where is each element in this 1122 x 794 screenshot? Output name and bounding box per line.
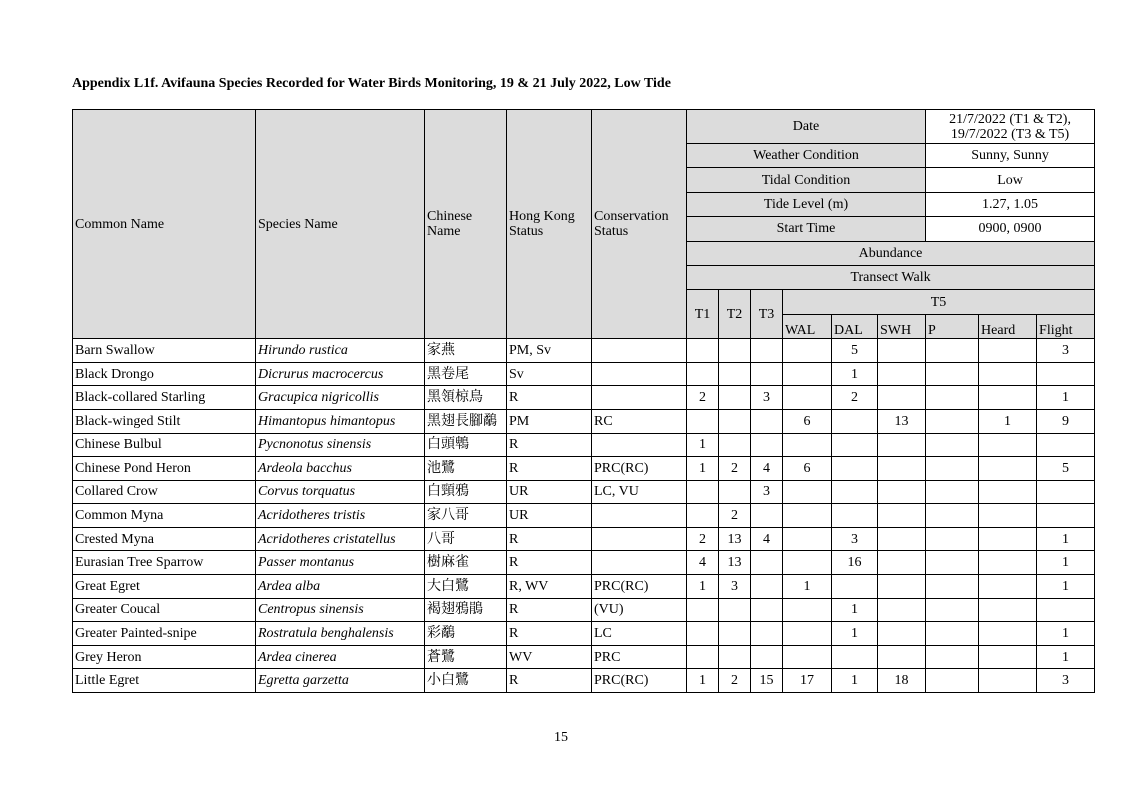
swh-count-cell bbox=[878, 622, 926, 646]
flight-count-cell bbox=[1037, 480, 1095, 504]
table-row bbox=[73, 527, 1095, 551]
heard-count-cell: 1 bbox=[979, 409, 1037, 433]
flight-count-cell: 5 bbox=[1037, 457, 1095, 481]
hk-status-cell: R bbox=[507, 622, 592, 646]
header-tidal-label: Tidal Condition bbox=[687, 168, 926, 192]
conservation-status-cell bbox=[592, 551, 687, 575]
p-count-cell bbox=[926, 362, 979, 386]
flight-count-cell bbox=[1037, 433, 1095, 457]
t1-count-cell bbox=[687, 362, 719, 386]
t2-count-cell bbox=[719, 386, 751, 410]
t1-count-cell bbox=[687, 409, 719, 433]
wal-count-cell bbox=[783, 645, 832, 669]
heard-count-cell bbox=[979, 598, 1037, 622]
conservation-status-cell: LC, VU bbox=[592, 480, 687, 504]
conservation-status-cell: PRC(RC) bbox=[592, 575, 687, 599]
flight-count-cell: 3 bbox=[1037, 669, 1095, 693]
heard-count-cell bbox=[979, 622, 1037, 646]
heard-count-cell bbox=[979, 339, 1037, 363]
common-name-cell: Common Myna bbox=[73, 504, 256, 528]
common-name-cell: Chinese Bulbul bbox=[73, 433, 256, 457]
dal-count-cell bbox=[832, 457, 878, 481]
header-heard: Heard bbox=[979, 314, 1037, 338]
header-t1: T1 bbox=[687, 290, 719, 339]
t2-count-cell bbox=[719, 339, 751, 363]
heard-count-cell bbox=[979, 433, 1037, 457]
common-name-cell: Eurasian Tree Sparrow bbox=[73, 551, 256, 575]
t2-count-cell bbox=[719, 409, 751, 433]
p-count-cell bbox=[926, 551, 979, 575]
heard-count-cell bbox=[979, 575, 1037, 599]
t3-count-cell bbox=[751, 504, 783, 528]
p-count-cell bbox=[926, 409, 979, 433]
table-row bbox=[73, 339, 1095, 363]
header-date-value: 21/7/2022 (T1 & T2), 19/7/2022 (T3 & T5) bbox=[926, 110, 1095, 144]
conservation-status-cell: PRC(RC) bbox=[592, 457, 687, 481]
t2-count-cell bbox=[719, 645, 751, 669]
swh-count-cell bbox=[878, 551, 926, 575]
header-weather-label: Weather Condition bbox=[687, 144, 926, 168]
flight-count-cell: 1 bbox=[1037, 386, 1095, 410]
p-count-cell bbox=[926, 669, 979, 693]
common-name-cell: Black-winged Stilt bbox=[73, 409, 256, 433]
chinese-name-cell: 彩鷸 bbox=[425, 622, 507, 646]
conservation-status-cell bbox=[592, 527, 687, 551]
appendix-title: Appendix L1f. Avifauna Species Recorded for Water Birds Monitoring, 19 & 21 July 2022, Low Tide bbox=[72, 76, 671, 91]
dal-count-cell: 16 bbox=[832, 551, 878, 575]
hk-status-cell: R bbox=[507, 433, 592, 457]
species-name-cell: Corvus torquatus bbox=[256, 480, 425, 504]
hk-status-cell: R, WV bbox=[507, 575, 592, 599]
table-row bbox=[73, 622, 1095, 646]
conservation-status-cell: LC bbox=[592, 622, 687, 646]
dal-count-cell: 5 bbox=[832, 339, 878, 363]
hk-status-cell: R bbox=[507, 598, 592, 622]
t2-count-cell bbox=[719, 362, 751, 386]
conservation-status-cell: (VU) bbox=[592, 598, 687, 622]
header-flight: Flight bbox=[1037, 314, 1095, 338]
swh-count-cell bbox=[878, 575, 926, 599]
heard-count-cell bbox=[979, 362, 1037, 386]
swh-count-cell bbox=[878, 339, 926, 363]
dal-count-cell bbox=[832, 504, 878, 528]
chinese-name-cell: 蒼鷺 bbox=[425, 645, 507, 669]
header-date-label: Date bbox=[687, 110, 926, 144]
t2-count-cell: 2 bbox=[719, 504, 751, 528]
t2-count-cell: 3 bbox=[719, 575, 751, 599]
species-name-cell: Himantopus himantopus bbox=[256, 409, 425, 433]
wal-count-cell bbox=[783, 362, 832, 386]
table-row bbox=[73, 457, 1095, 481]
flight-count-cell: 1 bbox=[1037, 551, 1095, 575]
t3-count-cell bbox=[751, 551, 783, 575]
table-row bbox=[73, 409, 1095, 433]
common-name-cell: Greater Coucal bbox=[73, 598, 256, 622]
wal-count-cell bbox=[783, 339, 832, 363]
species-name-cell: Acridotheres tristis bbox=[256, 504, 425, 528]
wal-count-cell: 17 bbox=[783, 669, 832, 693]
dal-count-cell: 1 bbox=[832, 622, 878, 646]
t2-count-cell bbox=[719, 598, 751, 622]
header-p: P bbox=[926, 314, 979, 338]
common-name-cell: Collared Crow bbox=[73, 480, 256, 504]
header-weather-value: Sunny, Sunny bbox=[926, 144, 1095, 168]
swh-count-cell bbox=[878, 480, 926, 504]
header-start-time-value: 0900, 0900 bbox=[926, 217, 1095, 241]
t1-count-cell bbox=[687, 339, 719, 363]
chinese-name-cell: 八哥 bbox=[425, 527, 507, 551]
header-t2: T2 bbox=[719, 290, 751, 339]
chinese-name-cell: 大白鷺 bbox=[425, 575, 507, 599]
hk-status-cell: R bbox=[507, 457, 592, 481]
t3-count-cell: 3 bbox=[751, 480, 783, 504]
header-abundance: Abundance bbox=[687, 241, 1095, 265]
p-count-cell bbox=[926, 504, 979, 528]
flight-count-cell: 9 bbox=[1037, 409, 1095, 433]
conservation-status-cell bbox=[592, 433, 687, 457]
t3-count-cell bbox=[751, 362, 783, 386]
chinese-name-cell: 池鷺 bbox=[425, 457, 507, 481]
species-name-cell: Ardea alba bbox=[256, 575, 425, 599]
conservation-status-cell bbox=[592, 386, 687, 410]
dal-count-cell bbox=[832, 433, 878, 457]
conservation-status-cell: PRC bbox=[592, 645, 687, 669]
header-tidal-value: Low bbox=[926, 168, 1095, 192]
wal-count-cell: 1 bbox=[783, 575, 832, 599]
common-name-cell: Black Drongo bbox=[73, 362, 256, 386]
dal-count-cell bbox=[832, 645, 878, 669]
t1-count-cell: 2 bbox=[687, 386, 719, 410]
p-count-cell bbox=[926, 480, 979, 504]
swh-count-cell bbox=[878, 527, 926, 551]
swh-count-cell bbox=[878, 433, 926, 457]
chinese-name-cell: 小白鷺 bbox=[425, 669, 507, 693]
heard-count-cell bbox=[979, 527, 1037, 551]
t3-count-cell bbox=[751, 409, 783, 433]
t3-count-cell bbox=[751, 622, 783, 646]
common-name-cell: Little Egret bbox=[73, 669, 256, 693]
wal-count-cell bbox=[783, 598, 832, 622]
table-row bbox=[73, 669, 1095, 693]
wal-count-cell bbox=[783, 527, 832, 551]
conservation-status-cell bbox=[592, 339, 687, 363]
heard-count-cell bbox=[979, 480, 1037, 504]
chinese-name-cell: 家八哥 bbox=[425, 504, 507, 528]
flight-count-cell: 1 bbox=[1037, 527, 1095, 551]
conservation-status-cell bbox=[592, 504, 687, 528]
hk-status-cell: R bbox=[507, 386, 592, 410]
hk-status-cell: R bbox=[507, 551, 592, 575]
common-name-cell: Crested Myna bbox=[73, 527, 256, 551]
chinese-name-cell: 黑翅長腳鷸 bbox=[425, 409, 507, 433]
t2-count-cell bbox=[719, 433, 751, 457]
species-rows bbox=[73, 339, 1095, 693]
t3-count-cell bbox=[751, 598, 783, 622]
t1-count-cell bbox=[687, 622, 719, 646]
species-name-cell: Dicrurus macrocercus bbox=[256, 362, 425, 386]
heard-count-cell bbox=[979, 386, 1037, 410]
flight-count-cell bbox=[1037, 504, 1095, 528]
t2-count-cell: 2 bbox=[719, 457, 751, 481]
t1-count-cell: 1 bbox=[687, 457, 719, 481]
dal-count-cell: 3 bbox=[832, 527, 878, 551]
header-transect-walk: Transect Walk bbox=[687, 265, 1095, 289]
species-name-cell: Ardea cinerea bbox=[256, 645, 425, 669]
flight-count-cell: 1 bbox=[1037, 575, 1095, 599]
wal-count-cell: 6 bbox=[783, 457, 832, 481]
t1-count-cell: 2 bbox=[687, 527, 719, 551]
heard-count-cell bbox=[979, 645, 1037, 669]
p-count-cell bbox=[926, 645, 979, 669]
wal-count-cell bbox=[783, 433, 832, 457]
wal-count-cell bbox=[783, 622, 832, 646]
chinese-name-cell: 黑卷尾 bbox=[425, 362, 507, 386]
t3-count-cell bbox=[751, 339, 783, 363]
t1-count-cell: 1 bbox=[687, 433, 719, 457]
conservation-status-cell: PRC(RC) bbox=[592, 669, 687, 693]
species-name-cell: Rostratula benghalensis bbox=[256, 622, 425, 646]
header-t3: T3 bbox=[751, 290, 783, 339]
hk-status-cell: Sv bbox=[507, 362, 592, 386]
species-name-cell: Gracupica nigricollis bbox=[256, 386, 425, 410]
common-name-cell: Chinese Pond Heron bbox=[73, 457, 256, 481]
hk-status-cell: R bbox=[507, 669, 592, 693]
t1-count-cell bbox=[687, 480, 719, 504]
species-name-cell: Passer montanus bbox=[256, 551, 425, 575]
t2-count-cell bbox=[719, 480, 751, 504]
header-chinese-name: Chinese Name bbox=[425, 110, 507, 339]
t3-count-cell bbox=[751, 645, 783, 669]
t1-count-cell: 4 bbox=[687, 551, 719, 575]
conservation-status-cell bbox=[592, 362, 687, 386]
dal-count-cell: 1 bbox=[832, 362, 878, 386]
t3-count-cell: 3 bbox=[751, 386, 783, 410]
t3-count-cell: 4 bbox=[751, 527, 783, 551]
p-count-cell bbox=[926, 386, 979, 410]
species-table bbox=[72, 109, 1095, 693]
heard-count-cell bbox=[979, 551, 1037, 575]
header-species-name: Species Name bbox=[256, 110, 425, 339]
heard-count-cell bbox=[979, 504, 1037, 528]
p-count-cell bbox=[926, 575, 979, 599]
species-name-cell: Ardeola bacchus bbox=[256, 457, 425, 481]
p-count-cell bbox=[926, 598, 979, 622]
heard-count-cell bbox=[979, 669, 1037, 693]
hk-status-cell: UR bbox=[507, 480, 592, 504]
chinese-name-cell: 白頭鵯 bbox=[425, 433, 507, 457]
t2-count-cell: 2 bbox=[719, 669, 751, 693]
table-row bbox=[73, 362, 1095, 386]
page-number: 15 bbox=[554, 730, 568, 745]
dal-count-cell bbox=[832, 575, 878, 599]
wal-count-cell bbox=[783, 480, 832, 504]
hk-status-cell: PM bbox=[507, 409, 592, 433]
species-name-cell: Acridotheres cristatellus bbox=[256, 527, 425, 551]
hk-status-cell: R bbox=[507, 527, 592, 551]
swh-count-cell bbox=[878, 457, 926, 481]
common-name-cell: Great Egret bbox=[73, 575, 256, 599]
dal-count-cell: 1 bbox=[832, 598, 878, 622]
header-wal: WAL bbox=[783, 314, 832, 338]
species-name-cell: Pycnonotus sinensis bbox=[256, 433, 425, 457]
common-name-cell: Greater Painted-snipe bbox=[73, 622, 256, 646]
header-dal: DAL bbox=[832, 314, 878, 338]
table-row bbox=[73, 551, 1095, 575]
dal-count-cell bbox=[832, 409, 878, 433]
table-row bbox=[73, 386, 1095, 410]
header-tide-level-value: 1.27, 1.05 bbox=[926, 192, 1095, 216]
p-count-cell bbox=[926, 527, 979, 551]
wal-count-cell bbox=[783, 551, 832, 575]
table-row bbox=[73, 480, 1095, 504]
t3-count-cell bbox=[751, 433, 783, 457]
header-common-name: Common Name bbox=[73, 110, 256, 339]
t3-count-cell bbox=[751, 575, 783, 599]
wal-count-cell bbox=[783, 504, 832, 528]
p-count-cell bbox=[926, 433, 979, 457]
swh-count-cell bbox=[878, 645, 926, 669]
p-count-cell bbox=[926, 339, 979, 363]
swh-count-cell bbox=[878, 504, 926, 528]
common-name-cell: Grey Heron bbox=[73, 645, 256, 669]
table-row bbox=[73, 504, 1095, 528]
chinese-name-cell: 白頸鴉 bbox=[425, 480, 507, 504]
swh-count-cell bbox=[878, 386, 926, 410]
flight-count-cell: 1 bbox=[1037, 645, 1095, 669]
swh-count-cell bbox=[878, 362, 926, 386]
t1-count-cell: 1 bbox=[687, 669, 719, 693]
hk-status-cell: WV bbox=[507, 645, 592, 669]
header-swh: SWH bbox=[878, 314, 926, 338]
chinese-name-cell: 黑領椋鳥 bbox=[425, 386, 507, 410]
common-name-cell: Barn Swallow bbox=[73, 339, 256, 363]
heard-count-cell bbox=[979, 457, 1037, 481]
t1-count-cell bbox=[687, 504, 719, 528]
header-conservation-status: Conservation Status bbox=[592, 110, 687, 339]
table-row bbox=[73, 575, 1095, 599]
hk-status-cell: PM, Sv bbox=[507, 339, 592, 363]
header-hk-status: Hong Kong Status bbox=[507, 110, 592, 339]
table-row bbox=[73, 645, 1095, 669]
swh-count-cell bbox=[878, 598, 926, 622]
t2-count-cell: 13 bbox=[719, 527, 751, 551]
table-row bbox=[73, 598, 1095, 622]
chinese-name-cell: 家燕 bbox=[425, 339, 507, 363]
hk-status-cell: UR bbox=[507, 504, 592, 528]
flight-count-cell bbox=[1037, 598, 1095, 622]
t2-count-cell bbox=[719, 622, 751, 646]
common-name-cell: Black-collared Starling bbox=[73, 386, 256, 410]
species-name-cell: Hirundo rustica bbox=[256, 339, 425, 363]
header-t5: T5 bbox=[783, 290, 1095, 314]
swh-count-cell: 13 bbox=[878, 409, 926, 433]
flight-count-cell: 3 bbox=[1037, 339, 1095, 363]
dal-count-cell: 1 bbox=[832, 669, 878, 693]
wal-count-cell bbox=[783, 386, 832, 410]
table-row bbox=[73, 433, 1095, 457]
wal-count-cell: 6 bbox=[783, 409, 832, 433]
chinese-name-cell: 褐翅鴉鵑 bbox=[425, 598, 507, 622]
t3-count-cell: 4 bbox=[751, 457, 783, 481]
species-name-cell: Egretta garzetta bbox=[256, 669, 425, 693]
t3-count-cell: 15 bbox=[751, 669, 783, 693]
t1-count-cell bbox=[687, 598, 719, 622]
p-count-cell bbox=[926, 622, 979, 646]
flight-count-cell: 1 bbox=[1037, 622, 1095, 646]
flight-count-cell bbox=[1037, 362, 1095, 386]
swh-count-cell: 18 bbox=[878, 669, 926, 693]
chinese-name-cell: 樹麻雀 bbox=[425, 551, 507, 575]
p-count-cell bbox=[926, 457, 979, 481]
dal-count-cell bbox=[832, 480, 878, 504]
t2-count-cell: 13 bbox=[719, 551, 751, 575]
t1-count-cell: 1 bbox=[687, 575, 719, 599]
conservation-status-cell: RC bbox=[592, 409, 687, 433]
dal-count-cell: 2 bbox=[832, 386, 878, 410]
header-tide-level-label: Tide Level (m) bbox=[687, 192, 926, 216]
species-name-cell: Centropus sinensis bbox=[256, 598, 425, 622]
header-start-time-label: Start Time bbox=[687, 217, 926, 241]
t1-count-cell bbox=[687, 645, 719, 669]
